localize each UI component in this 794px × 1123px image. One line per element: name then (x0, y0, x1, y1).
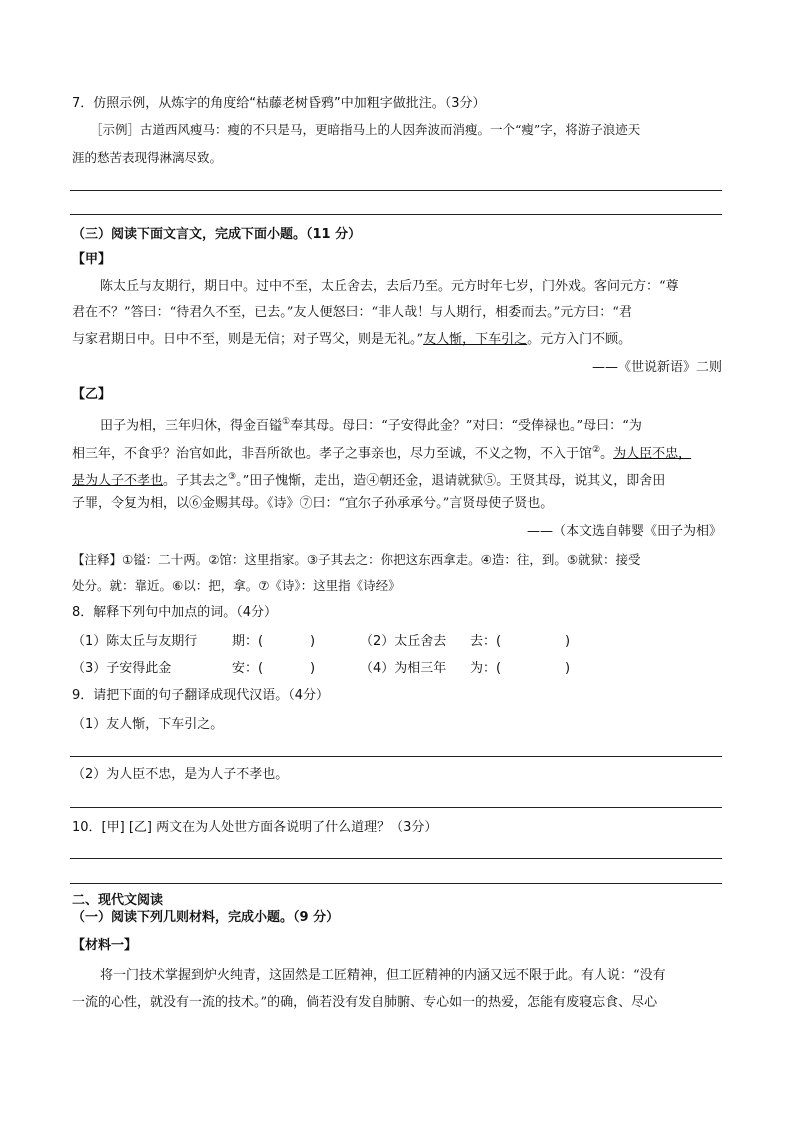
q8-item2-word[interactable]: 去：( (470, 634, 502, 649)
answer-line[interactable] (70, 883, 722, 884)
material1-label: 【材料一】 (72, 938, 138, 953)
yi-line3-text: 。子其去之 (163, 473, 229, 489)
part2-subheading: （一）阅读下列几则材料，完成小题。（9 分） (72, 910, 340, 925)
q8-item4-sentence: （4）为相三年 (360, 661, 447, 676)
yi-line4: 子罪，令复为相，以⑥金赐其母。《诗》⑦曰：“宜尔子孙承承兮。”言贤母使子贤也。 (72, 496, 554, 511)
material1-line2: 一流的心性，就没有一流的技术。”的确，倘若没有发自肺腑、专心如一的热爱，怎能有废寝忘食、尽心 (72, 995, 658, 1010)
q8-item3-sentence: （3）子安得此金 (72, 661, 172, 676)
q8-item1-close: ) (310, 634, 316, 649)
q8-row1 (72, 632, 570, 652)
answer-line[interactable] (70, 807, 722, 808)
q7-example-line1: ［示例］古道西风瘦马：瘦的不只是马，更暗指马上的人因奔波而消瘦。一个“瘦”字，将游子浪迹天 (90, 122, 641, 137)
jia-line3 (72, 330, 631, 350)
q8-item1-word[interactable]: 期：( (232, 634, 264, 649)
yi-source: ——（本文选自韩婴《田子为相》 (526, 524, 722, 539)
section3-heading: （三）阅读下面文言文，完成下面小题。（11 分） (72, 227, 362, 242)
yi-line2 (72, 440, 691, 464)
q8-item2-sentence: （2）太丘舍去 (360, 634, 447, 649)
q8-item4-close: ) (565, 661, 571, 676)
yi-underlined-sentence: 为人臣不忠， (613, 446, 692, 462)
jia-line3-end: 。元方入门不顾。 (527, 332, 632, 347)
q10-title: 10．[甲] [乙] 两文在为人处世方面各说明了什么道理？（3分） (72, 820, 438, 835)
q8-title: 8．解释下列句中加点的词。（4分） (72, 605, 278, 620)
note-marker: ③ (228, 472, 237, 482)
q8-row2 (72, 659, 570, 679)
q9-item1: （1）友人惭，下车引之。 (72, 717, 224, 732)
q8-item3-close: ) (310, 661, 316, 676)
answer-line[interactable] (70, 214, 722, 215)
yi-line1-rest: 奉其母。母曰：“子安得此金？”对曰：“受俸禄也。”母曰：“为 (290, 418, 642, 434)
yi-line1-text: 田子为相，三年归休，得金百镒 (100, 418, 283, 434)
yi-line3 (72, 467, 665, 491)
notes-line1: 【注释】①镒：二十两。②馆：这里指家。③子其去之：你把这东西拿走。④造：往，到。⑤就狱：接受 (72, 552, 641, 567)
yi-line1 (100, 412, 642, 436)
yi-label: 【乙】 (72, 387, 112, 402)
q7-title: 7．仿照示例，从炼字的角度给“枯藤老树昏鸦”中加粗字做批注。（3分） (72, 96, 486, 111)
part2-heading: 二、现代文阅读 (72, 893, 164, 908)
q7-example-line2: 涯的愁苦表现得淋漓尽致。 (72, 150, 223, 165)
material1-line1: 将一门技术掌握到炉火纯青，这固然是工匠精神，但工匠精神的内涵又远不限于此。有人说：“没有 (100, 968, 666, 983)
jia-line1: 陈太丘与友期行，期日中。过中不至，太丘舍去，去后乃至。元方时年七岁，门外戏。客问元方：“尊 (100, 279, 679, 294)
jia-line2: 君在不？”答曰：“待君久不至，已去。”友人便怒曰：“非人哉！与人期行，相委而去。”元方曰：“君 (72, 305, 632, 320)
answer-line[interactable] (70, 858, 722, 859)
jia-label: 【甲】 (72, 252, 112, 267)
yi-line3-rest: 。”田子愧惭，走出，造④朝还金，退请就狱⑤。王贤其母，说其义，即舍田 (236, 473, 666, 489)
q9-item2: （2）为人臣不忠，是为人子不孝也。 (72, 767, 289, 782)
q8-item3-word[interactable]: 安：( (232, 661, 264, 676)
q8-item2-close: ) (565, 634, 571, 649)
answer-line[interactable] (70, 756, 722, 757)
answer-line[interactable] (70, 190, 722, 191)
yi-underlined-sentence-cont: 是为人子不孝也 (72, 473, 164, 489)
q9-title: 9．请把下面的句子翻译成现代汉语。（4分） (72, 688, 330, 703)
yi-line2-punct: 。 (600, 446, 614, 462)
notes-line2: 处分。就：靠近。⑥以：把，拿。⑦《诗》：这里指《诗经》 (72, 578, 401, 593)
note-marker: ② (592, 445, 601, 455)
jia-line3-text: 与家君期日中。日中不至，则是无信；对子骂父，则是无礼。” (72, 332, 424, 347)
q8-item4-word[interactable]: 为：( (470, 661, 502, 676)
yi-line2-text: 相三年，不食乎？治官如此，非吾所欲也。孝子之事亲也，尽力至诚，不义之物，不入于馆 (72, 446, 593, 462)
jia-source: ——《世说新语》二则 (591, 360, 722, 375)
jia-underlined-sentence: 友人惭，下车引之 (423, 332, 528, 347)
q8-item1-sentence: （1）陈太丘与友期行 (72, 634, 198, 649)
note-marker: ① (282, 417, 291, 427)
